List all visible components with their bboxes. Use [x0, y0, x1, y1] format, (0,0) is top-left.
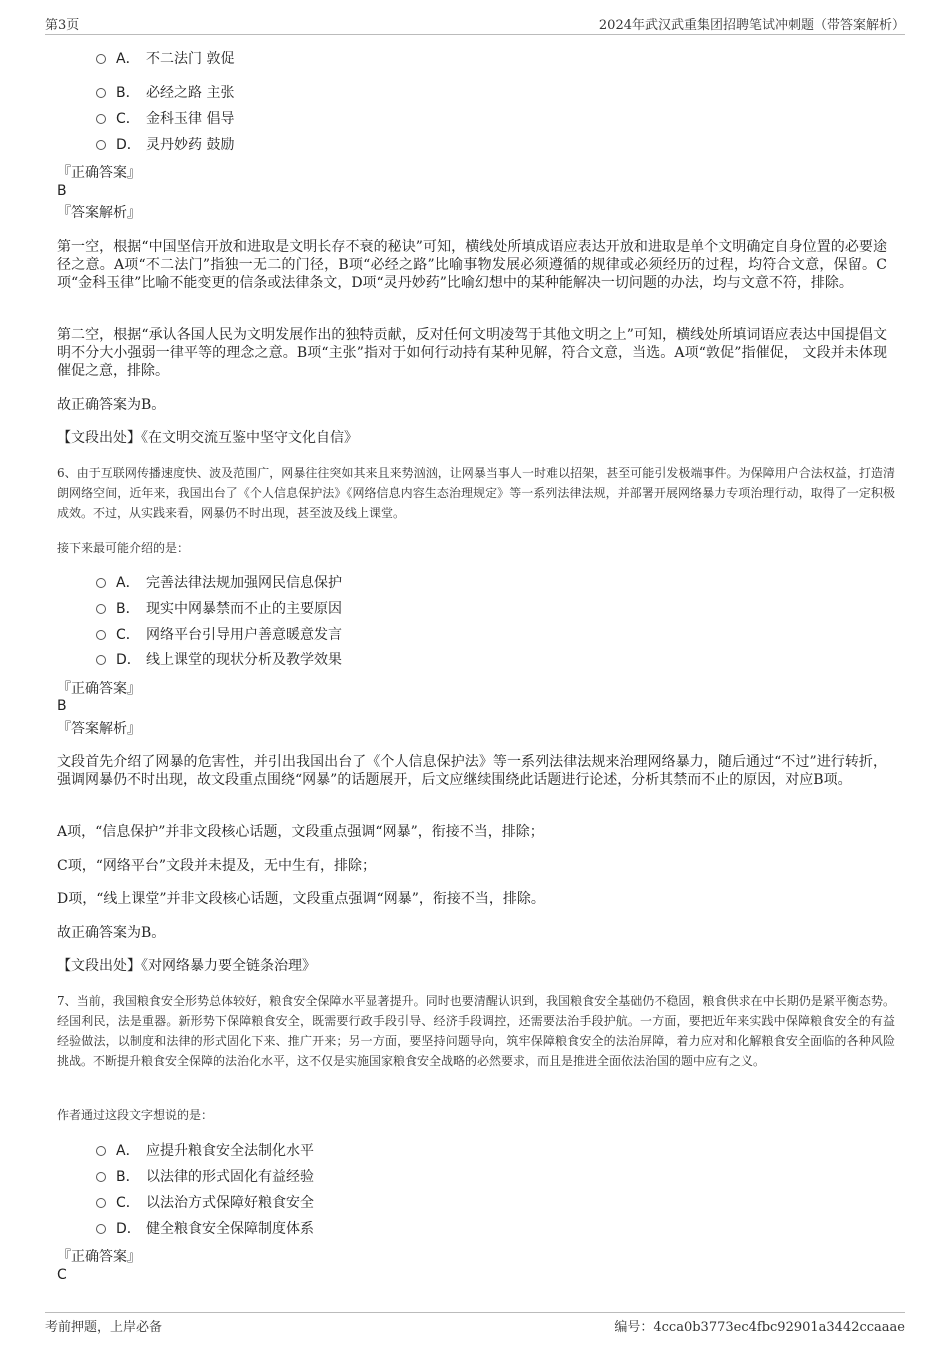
q7-option-c[interactable]: C． 以法治方式保障好粮食安全 — [96, 1194, 314, 1212]
q6-analysis-conclusion: 故正确答案为B。 — [57, 925, 166, 941]
q5-option-d[interactable]: D． 灵丹妙药 鼓励 — [96, 136, 234, 154]
q6-option-d[interactable]: D． 线上课堂的现状分析及教学效果 — [96, 651, 342, 669]
q7-option-d[interactable]: D． 健全粮食安全保障制度体系 — [96, 1220, 314, 1238]
q5-analysis-label: 『答案解析』 — [57, 205, 141, 221]
radio-icon[interactable] — [96, 1146, 106, 1156]
radio-icon[interactable] — [96, 630, 106, 640]
radio-icon[interactable] — [96, 604, 106, 614]
page-header — [45, 12, 905, 35]
q5-option-c[interactable]: C． 金科玉律 倡导 — [96, 110, 234, 128]
q5-option-b[interactable]: B． 必经之路 主张 — [96, 84, 234, 102]
radio-icon[interactable] — [96, 655, 106, 665]
q6-prompt: 接下来最可能介绍的是： — [57, 541, 190, 555]
document-id: 编号：4cca0b3773ec4fbc92901a3442ccaaae — [614, 1320, 905, 1335]
q7-prompt: 作者通过这段文字想说的是： — [57, 1108, 214, 1122]
radio-icon[interactable] — [96, 1198, 106, 1208]
radio-icon[interactable] — [96, 54, 106, 64]
q5-analysis-para-2: 第二空，根据“承认各国人民为文明发展作出的独特贡献，反对任何文明凌驾于其他文明之上”可知，横线处所填词语应表达中国提倡文明不分大小强弱一律平等的理念之意。B项“主张”指对于如何行动持有某种见解，符合文意，当选。A项“敦促”指催促， 文段并未体现催促之意，排除。 — [57, 327, 887, 379]
document-title: 2024年武汉武重集团招聘笔试冲刺题（带答案解析） — [598, 18, 905, 33]
radio-icon[interactable] — [96, 1224, 106, 1234]
radio-icon[interactable] — [96, 140, 106, 150]
q7-question-text: 7、当前，我国粮食安全形势总体较好，粮食安全保障水平显著提升。同时也要清醒认识到，我国粮食安全基础仍不稳固，粮食供求在中长期仍是紧平衡态势。经国利民，法是重器。新形势下保障粮食安全，既需要行政手段引导、经济手段调控，还需要法治手段护航。一方面，要把近年来实践中保障粮食安全的有益经验做法，以制度和法律的形式固化下来、推广开来；另一方面，要坚持问题导向，筑牢保障粮食安全的法治屏障，着力应对和化解粮食安全面临的各种风险挑战。不断提升粮食安全保障的法治化水平，这不仅是实施国家粮食安全战略的必然要求，而且是推进全面依法治国的题中应有之义。 — [57, 994, 895, 1068]
q6-analysis-para-3: C项，“网络平台”文段并未提及，无中生有，排除； — [57, 858, 377, 874]
q7-answer: C — [57, 1267, 67, 1283]
q5-answer-label: 『正确答案』 — [57, 165, 141, 181]
radio-icon[interactable] — [96, 114, 106, 124]
footer-slogan: 考前押题，上岸必备 — [45, 1320, 163, 1335]
q6-analysis-label: 『答案解析』 — [57, 721, 141, 737]
q6-source: 【文段出处】《对网络暴力要全链条治理》 — [57, 958, 316, 974]
radio-icon[interactable] — [96, 1172, 106, 1182]
page-number: 第3页 — [45, 18, 80, 33]
q5-answer: B — [57, 183, 67, 199]
q6-analysis-para-2: A项，“信息保护”并非文段核心话题，文段重点强调“网暴”，衔接不当，排除； — [57, 824, 544, 840]
q6-option-c[interactable]: C． 网络平台引导用户善意暖意发言 — [96, 626, 342, 644]
radio-icon[interactable] — [96, 88, 106, 98]
q7-answer-label: 『正确答案』 — [57, 1249, 141, 1265]
page-footer — [45, 1312, 905, 1337]
q5-analysis-para-1: 第一空，根据“中国坚信开放和进取是文明长存不衰的秘诀”可知，横线处所填成语应表达开放和进取是单个文明确定自身位置的必要途径之意。A项“不二法门”指独一无二的门径，B项“必经之路”比喻事物发展必须遵循的规律或必须经历的过程，均符合文意，保留。C项“金科玉律”比喻不能变更的信条或法律条文，D项“灵丹妙药”比喻幻想中的某种能解决一切问题的办法，均与文意不符，排除。 — [57, 239, 887, 291]
q6-option-b[interactable]: B． 现实中网暴禁而不止的主要原因 — [96, 600, 342, 618]
radio-icon[interactable] — [96, 578, 106, 588]
q6-answer-label: 『正确答案』 — [57, 681, 141, 697]
q6-analysis-para-1: 文段首先介绍了网暴的危害性，并引出我国出台了《个人信息保护法》等一系列法律法规来治理网络暴力，随后通过“不过”进行转折，强调网暴仍不时出现，故文段重点围绕“网暴”的话题展开，后文应继续围绕此话题进行论述，分析其禁而不止的原因，对应B项。 — [57, 754, 887, 788]
q7-option-a[interactable]: A． 应提升粮食安全法制化水平 — [96, 1142, 314, 1160]
q6-option-a[interactable]: A． 完善法律法规加强网民信息保护 — [96, 574, 342, 592]
q6-question-text: 6、由于互联网传播速度快、波及范围广，网暴往往突如其来且来势汹汹，让网暴当事人一时难以招架，甚至可能引发极端事件。为保障用户合法权益，打造清朗网络空间，近年来，我国出台了《个人信息保护法》《网络信息内容生态治理规定》等一系列法律法规，并部署开展网络暴力专项治理行动，取得了一定积极成效。不过，从实践来看，网暴仍不时出现，甚至波及线上课堂。 — [57, 466, 895, 520]
q5-analysis-conclusion: 故正确答案为B。 — [57, 397, 166, 413]
q6-analysis-para-4: D项，“线上课堂”并非文段核心话题，文段重点强调“网暴”，衔接不当，排除。 — [57, 891, 545, 907]
q5-source: 【文段出处】《在文明交流互鉴中坚守文化自信》 — [57, 430, 358, 446]
q7-option-b[interactable]: B． 以法律的形式固化有益经验 — [96, 1168, 314, 1186]
q5-option-a[interactable]: A． 不二法门 敦促 — [96, 50, 234, 68]
q6-answer: B — [57, 698, 67, 714]
